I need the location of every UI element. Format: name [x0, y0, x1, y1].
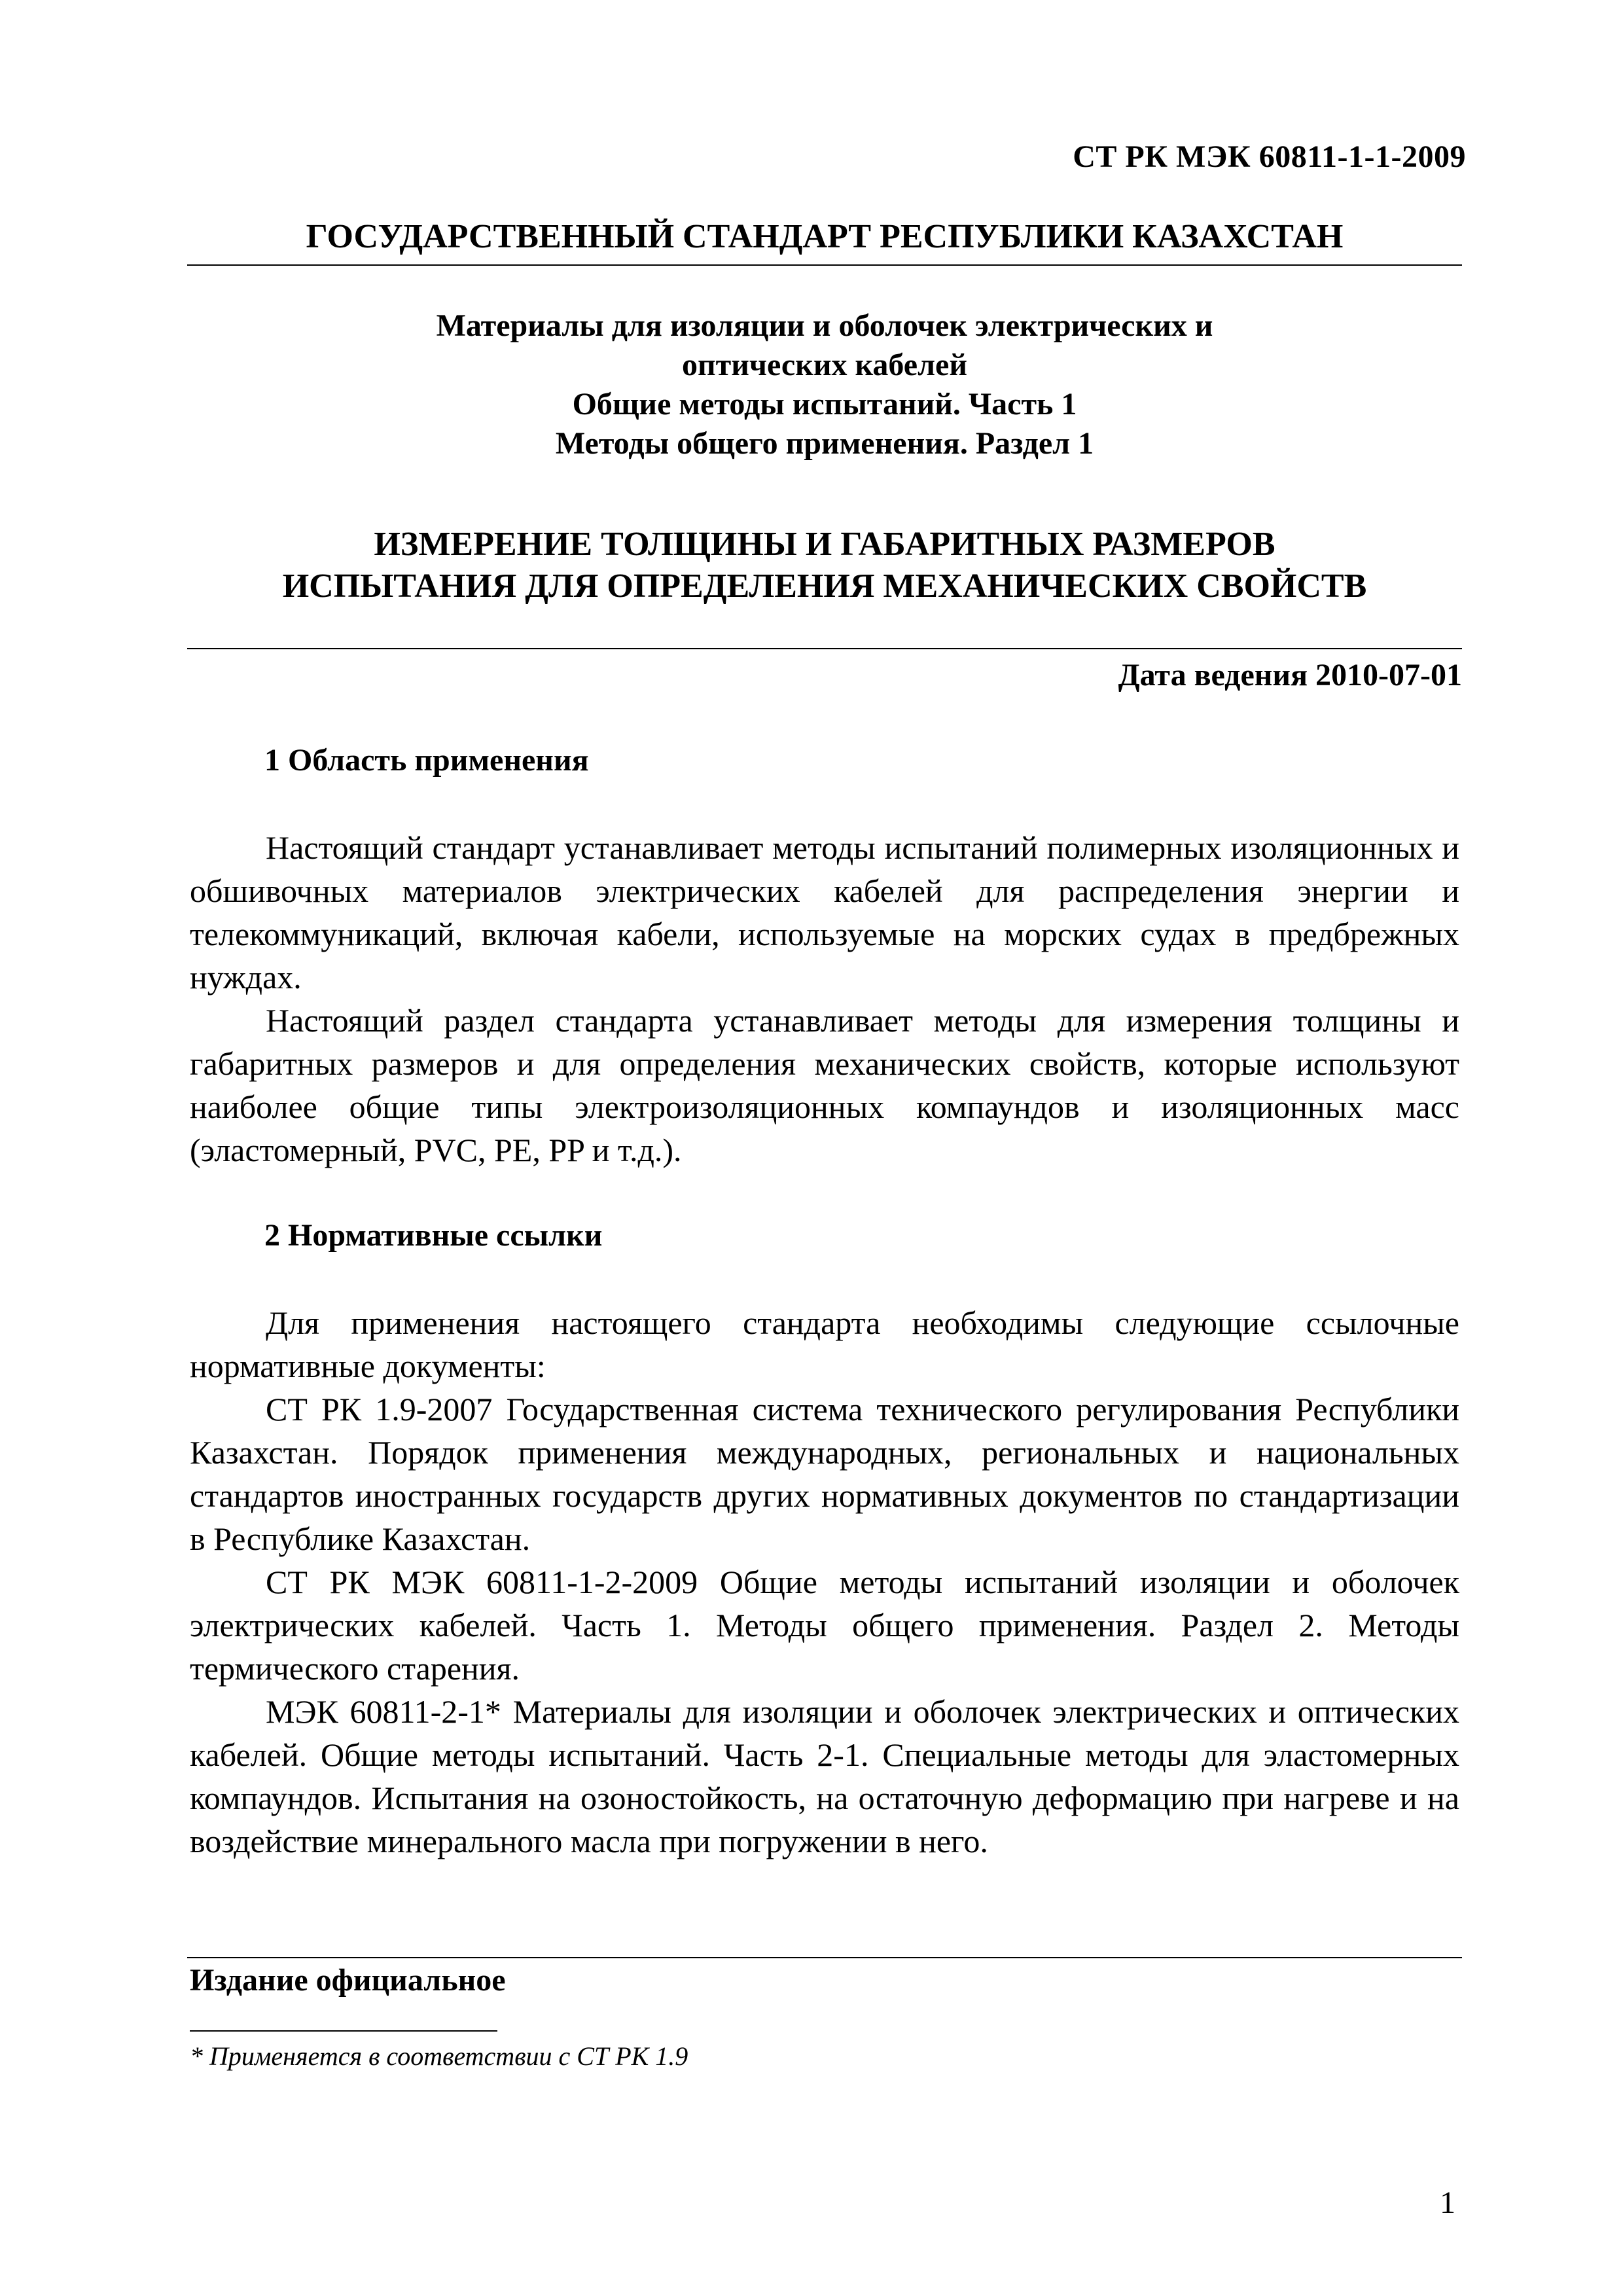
section-body-scope — [190, 826, 1459, 1172]
paragraph: Настоящий раздел стандарта устанавливает методы для измерения толщины и габаритных размеров и для определения механических свойств, которые используют наиболее общие типы электроизоляционных компаундов и изоляционных масс (эластомерный, PVC, PE, PP и т.д.). — [190, 1002, 1459, 1168]
paragraph: СТ РК МЭК 60811-1-2-2009 Общие методы испытаний изоляции и оболочек электрических кабелей. Часть 1. Методы общего применения. Раздел 2. Методы термического старения. — [190, 1564, 1459, 1687]
paragraph: СТ РК 1.9-2007 Государственная система технического регулирования Республики Казахстан. Порядок применения международных, региональных и национальных стандартов иностранных государств других нормативных документов по стандартизации в Республике Казахстан. — [190, 1391, 1459, 1557]
state-standard-title: ГОСУДАРСТВЕННЫЙ СТАНДАРТ РЕСПУБЛИКИ КАЗАХСТАН — [306, 218, 1344, 255]
subtitle-line: Общие методы испытаний. Часть 1 — [572, 387, 1077, 422]
main-title-line: ИСПЫТАНИЯ ДЛЯ ОПРЕДЕЛЕНИЯ МЕХАНИЧЕСКИХ СВОЙСТВ — [282, 567, 1367, 605]
page-number: 1 — [1440, 2185, 1455, 2220]
footnote-divider — [190, 2030, 497, 2032]
subtitle-line: оптических кабелей — [682, 348, 967, 382]
title-divider — [187, 648, 1462, 649]
subtitle-line: Материалы для изоляции и оболочек электрических и — [436, 308, 1213, 343]
paragraph: Для применения настоящего стандарта необходимы следующие ссылочные нормативные документы: — [190, 1304, 1459, 1384]
section-heading-references: 2 Нормативные ссылки — [264, 1218, 603, 1253]
paragraph: Настоящий стандарт устанавливает методы испытаний полимерных изоляционных и обшивочных материалов электрических кабелей для распределения энергии и телекоммуникаций, включая кабели, используемые на морских судах в предбрежных нуждах. — [190, 829, 1459, 996]
footnote: * Применяется в соответствии с СТ РК 1.9 — [190, 2041, 688, 2071]
introduction-date: Дата ведения 2010-07-01 — [1118, 658, 1462, 692]
document-main-title — [187, 524, 1462, 607]
section-body-references — [190, 1301, 1459, 1863]
official-edition-label: Издание официальное — [190, 1963, 506, 1998]
paragraph: МЭК 60811-2-1* Материалы для изоляции и оболочек электрических и оптических кабелей. Общие методы испытаний. Часть 2-1. Специальные методы для эластомерных компаундов. Испытания на озоностойкость, на остаточную деформацию при нагреве и на воздействие минерального масла при погружении в него. — [190, 1693, 1459, 1859]
section-heading-scope: 1 Область применения — [264, 743, 589, 778]
document-subtitle — [187, 306, 1462, 463]
standard-designation: СТ РК МЭК 60811-1-1-2009 — [1073, 139, 1466, 174]
header-divider — [187, 264, 1462, 266]
subtitle-line: Методы общего применения. Раздел 1 — [555, 426, 1094, 461]
footer-divider — [187, 1957, 1462, 1958]
main-title-line: ИЗМЕРЕНИЕ ТОЛЩИНЫ И ГАБАРИТНЫХ РАЗМЕРОВ — [374, 526, 1275, 563]
